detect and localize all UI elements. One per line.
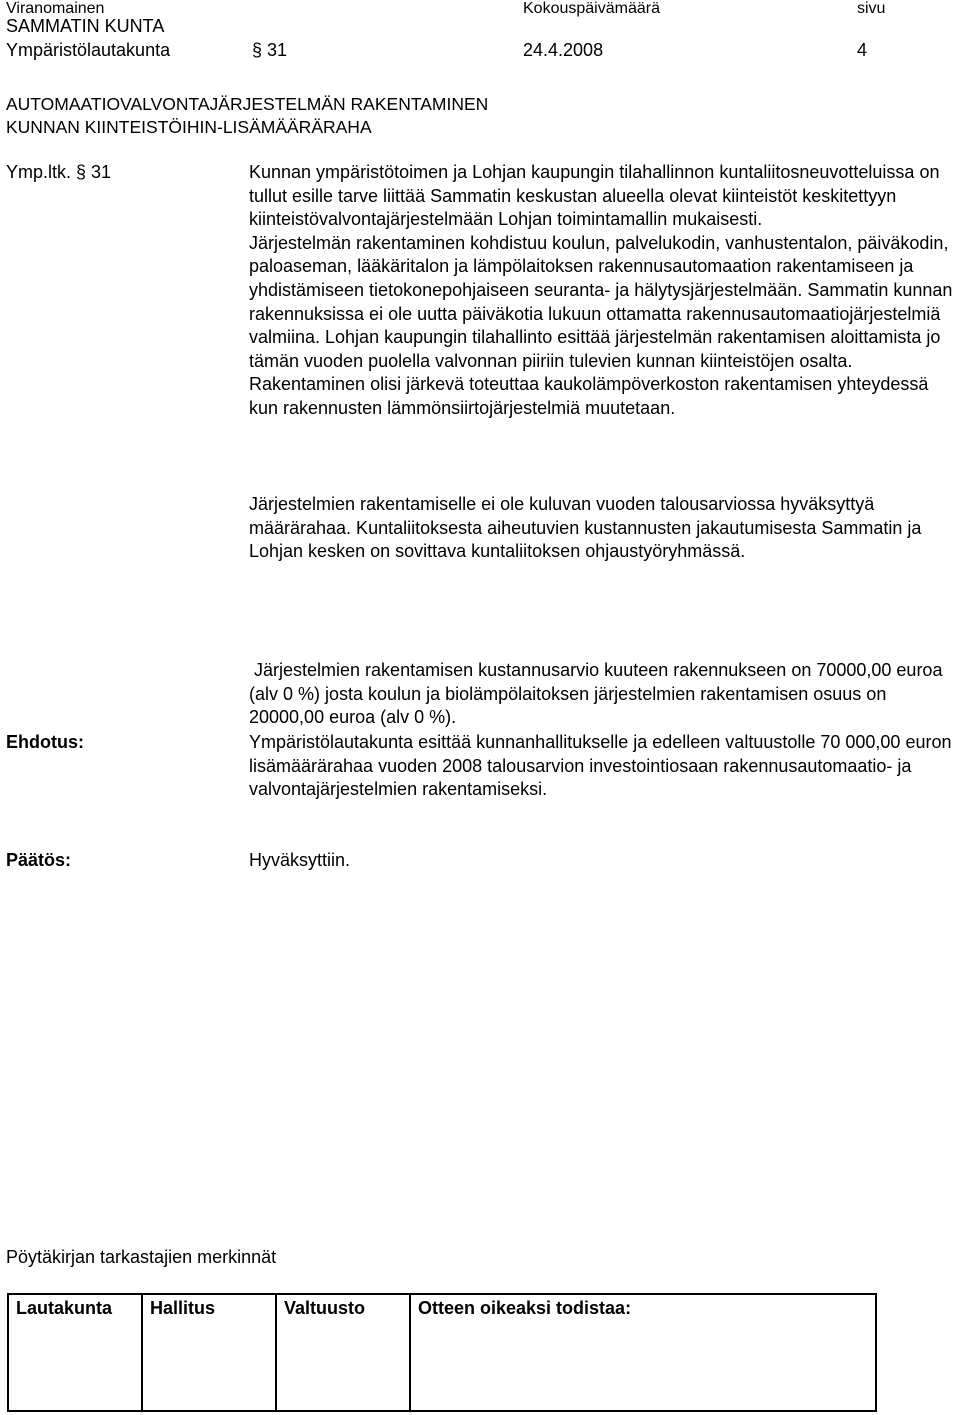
municipality-name: SAMMATIN KUNTA (6, 16, 165, 36)
proposal-text (249, 731, 960, 802)
item-paragraph (249, 161, 960, 421)
meeting-date-label: Kokouspäivämäärä (523, 0, 660, 17)
authority-name: Ympäristölautakunta (6, 40, 171, 60)
section-number: § 31 (252, 40, 288, 60)
decision-label: Päätös: (6, 850, 72, 870)
footer-caption: Pöytäkirjan tarkastajien merkinnät (6, 1247, 277, 1267)
item-paragraph (249, 493, 960, 564)
page-label: sivu (857, 0, 886, 17)
meeting-date: 24.4.2008 (523, 40, 604, 60)
proposal-body: Ympäristölautakunta esittää kunnanhallitukselle ja edelleen valtuustolle 70 000,00 euron lisämäärärahaa vuoden 2008 talousarvion investointiosaan rakennusautomaatio- ja valvontajärjestelmien rakentamiseksi. (249, 732, 952, 800)
document-title-line-1: AUTOMAATIOVALVONTAJÄRJESTELMÄN RAKENTAMINEN (6, 94, 489, 114)
paragraph-4: Järjestelmien rakentamisen kustannusarvio kuuteen rakennukseen on 70000,00 euroa (alv 0 %) josta koulun ja biolämpölaitoksen järjestelmien rakentamisen osuus on 20000,00 euroa (alv 0 %). (249, 660, 948, 728)
signature-cell-valtuusto: Valtuusto (276, 1294, 410, 1411)
page-number: 4 (857, 40, 868, 60)
document-title-line-2: KUNNAN KIINTEISTÖIHIN-LISÄMÄÄRÄRAHA (6, 117, 372, 137)
table-row (8, 1294, 876, 1411)
paragraph-1: Kunnan ympäristötoimen ja Lohjan kaupungin tilahallinnon kuntaliitosneuvotteluissa on tullut esille tarve liittää Sammatin keskustan alueella olevat kiinteistöt keskitettyyn kiinteistövalvontajärjestelmään Lohjan toimintamallin mukaisesti. (249, 162, 940, 230)
paragraph-3: Järjestelmien rakentamiselle ei ole kuluvan vuoden talousarviossa hyväksyttyä määrärahaa. Kuntaliitoksesta aiheutuvien kustannusten jakautumisesta Sammatin ja Lohjan kesken on sovittava kuntaliitoksen ohjaustyöryhmässä. (249, 494, 922, 562)
authority-label: Viranomainen (6, 0, 105, 17)
signature-table (7, 1293, 877, 1412)
signature-cell-lautakunta: Lautakunta (8, 1294, 142, 1411)
paragraph-2: Järjestelmän rakentaminen kohdistuu koulun, palvelukodin, vanhustentalon, päiväkodin, paloaseman, lääkäritalon ja lämpölaitoksen rakennusautomaation rakentamiseen ja yhdistämiseen tietokonepohjaiseen seuranta- ja hälytysjärjestelmään. Sammatin kunnan rakennuksissa ei ole uutta päiväkotia lukuun ottamatta rakennusautomaatiojärjestelmiä valmiina. Lohjan kaupungin tilahallinto esittää järjestelmän rakentamisen aloittamista jo tämän vuoden puolella valvonnan piiriin tulevien kunnan kiinteistöjen osalta. Rakentaminen olisi järkevä toteuttaa kaukolämpöverkoston rakentamisen yhteydessä kun rakennusten lämmönsiirtojärjestelmiä muutetaan. (249, 232, 953, 418)
proposal-label: Ehdotus: (6, 732, 84, 752)
signature-cell-certification: Otteen oikeaksi todistaa: (410, 1294, 876, 1411)
item-reference: Ymp.ltk. § 31 (6, 162, 112, 182)
decision-text: Hyväksyttiin. (249, 850, 351, 870)
signature-cell-hallitus: Hallitus (142, 1294, 276, 1411)
